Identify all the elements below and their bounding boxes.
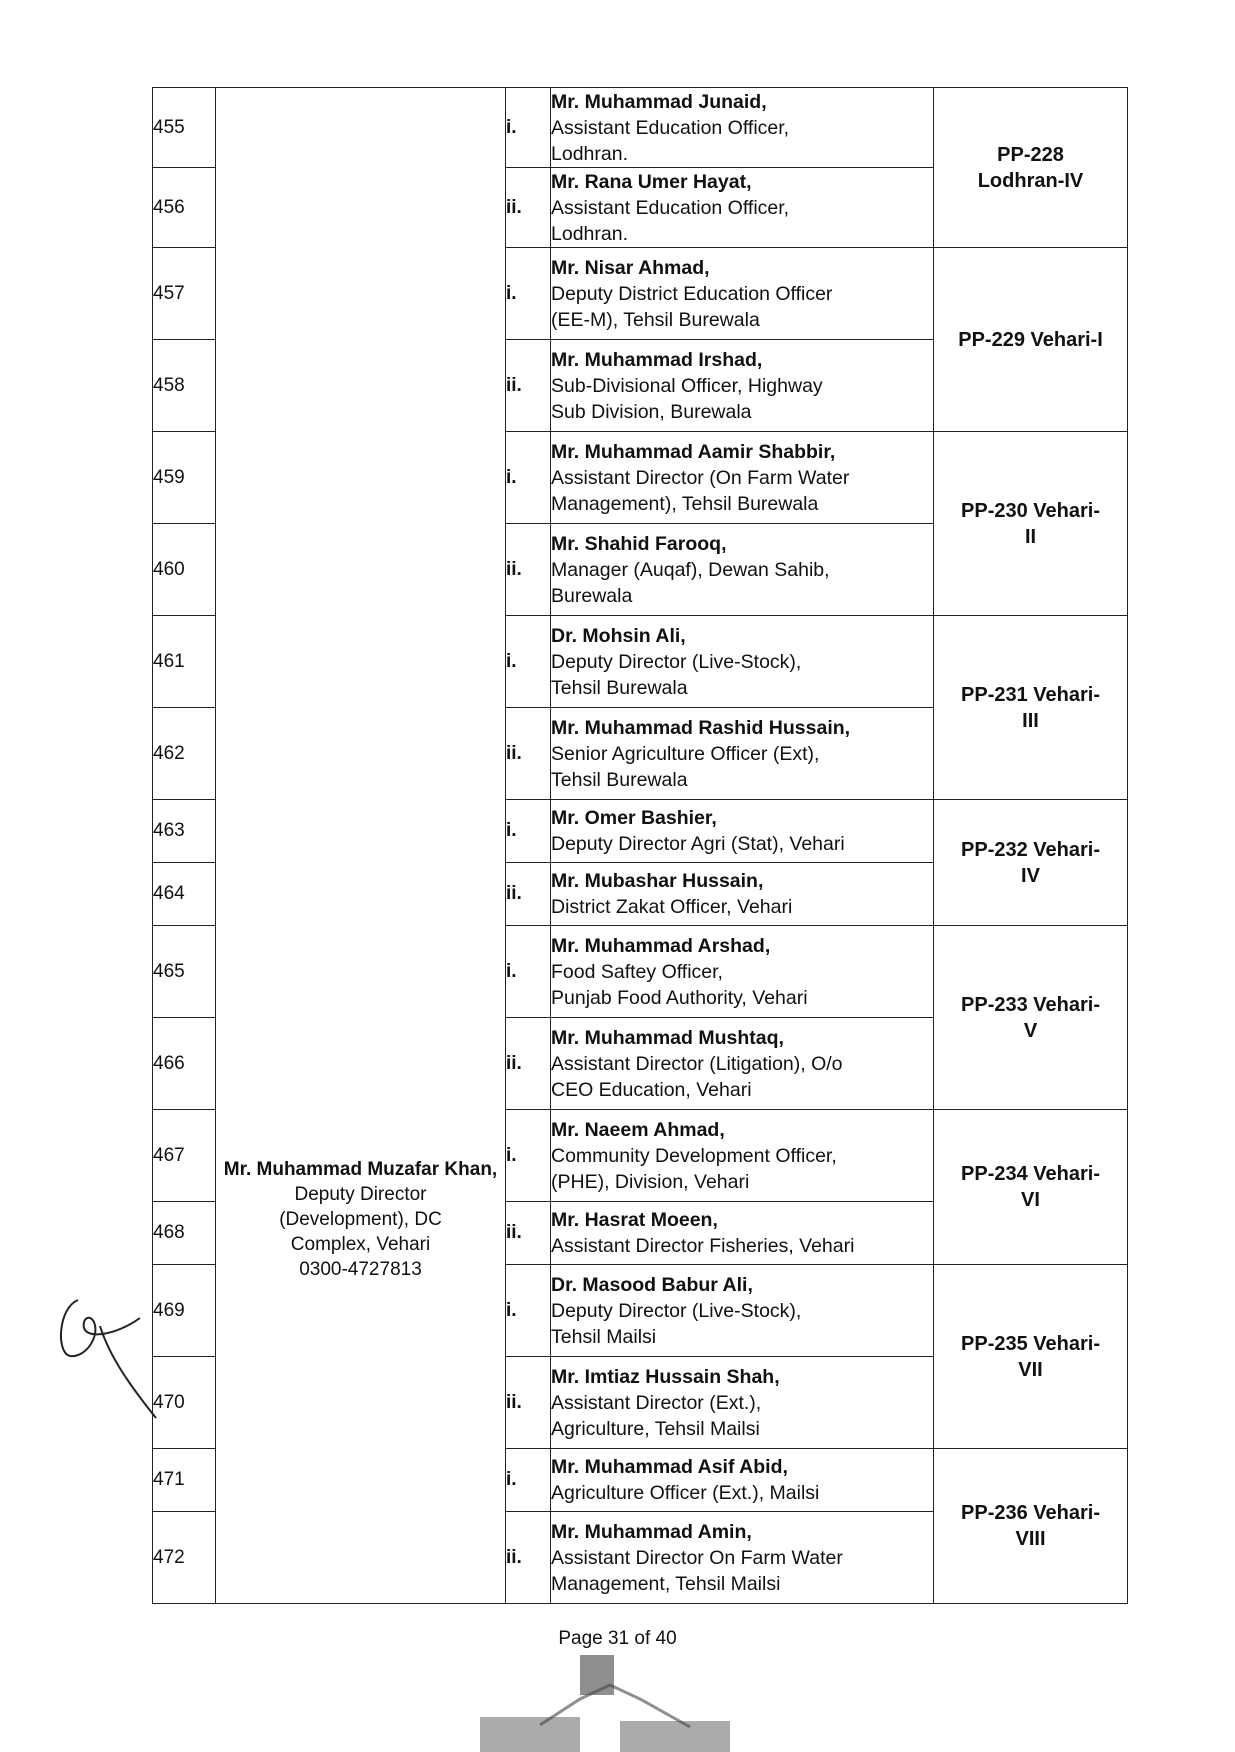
official-name: Mr. Muhammad Mushtaq,: [551, 1026, 784, 1049]
official-index-cell: i.: [506, 800, 551, 863]
official-cell: [551, 1357, 934, 1449]
official-designation-line: Assistant Director (On Farm Water: [551, 466, 850, 489]
official-index-cell: ii.: [506, 1018, 551, 1110]
official-cell: [551, 340, 934, 432]
official-designation-line: Lodhran.: [551, 222, 628, 245]
official-designation-line: District Zakat Officer, Vehari: [551, 896, 793, 918]
official-designation-line: Deputy Director Agri (Stat), Vehari: [551, 833, 845, 855]
official-name: Mr. Muhammad Arshad,: [551, 934, 771, 957]
constituency-cell: [934, 800, 1128, 926]
official-cell: [551, 800, 934, 863]
official-cell: [551, 1449, 934, 1512]
constituency-line: PP-236 Vehari-: [961, 1502, 1100, 1524]
official-designation-line: Deputy District Education Officer: [551, 282, 833, 305]
official-designation-line: Tehsil Mailsi: [551, 1325, 657, 1348]
constituency-line: IV: [1021, 864, 1040, 887]
constituency-line: PP-233 Vehari-: [961, 993, 1100, 1016]
official-designation-line: Community Development Officer,: [551, 1144, 837, 1167]
handwritten-signature-icon: [48, 1278, 158, 1428]
official-name: Mr. Muhammad Aamir Shabbir,: [551, 440, 836, 463]
serial-number-cell: 465: [153, 926, 216, 1018]
official-name: Mr. Muhammad Asif Abid,: [551, 1456, 788, 1478]
serial-number-cell: 458: [153, 340, 216, 432]
official-designation-line: Food Saftey Officer,: [551, 960, 723, 983]
official-designation-line: Assistant Director On Farm Water: [551, 1546, 843, 1569]
official-designation-line: Punjab Food Authority, Vehari: [551, 986, 808, 1009]
official-designation-line: Tehsil Burewala: [551, 768, 688, 791]
constituency-line: II: [1024, 525, 1037, 548]
supervisor-phone: 0300-4727813: [299, 1259, 422, 1280]
official-cell: [551, 708, 934, 800]
official-designation-line: (EE-M), Tehsil Burewala: [551, 308, 760, 331]
official-designation-line: Senior Agriculture Officer (Ext),: [551, 742, 820, 765]
constituency-cell: [934, 88, 1128, 248]
constituency-line: VIII: [1015, 1528, 1046, 1550]
official-index-cell: i.: [506, 432, 551, 524]
page-number: Page 31 of 40: [558, 1628, 677, 1649]
serial-number-cell: 460: [153, 524, 216, 616]
serial-number-cell: 464: [153, 863, 216, 926]
official-name: Dr. Mohsin Ali,: [551, 624, 686, 647]
official-designation-line: CEO Education, Vehari: [551, 1078, 752, 1101]
constituency-cell: [934, 1449, 1128, 1604]
official-name: Mr. Muhammad Junaid,: [551, 90, 767, 113]
serial-number-cell: 461: [153, 616, 216, 708]
official-designation-line: Tehsil Burewala: [551, 676, 688, 699]
official-cell: [551, 1265, 934, 1357]
constituency-line: PP-230 Vehari-: [961, 499, 1100, 522]
duty-table: [152, 87, 1128, 1604]
constituency-line: III: [1022, 709, 1039, 732]
official-index-cell: ii.: [506, 708, 551, 800]
official-cell: [551, 524, 934, 616]
serial-number-cell: 472: [153, 1512, 216, 1604]
serial-number-cell: 470: [153, 1357, 216, 1449]
official-cell: [551, 863, 934, 926]
official-name: Dr. Masood Babur Ali,: [551, 1273, 753, 1296]
official-name: Mr. Nisar Ahmad,: [551, 256, 710, 279]
constituency-line: VII: [1018, 1358, 1043, 1381]
official-name: Mr. Rana Umer Hayat,: [551, 170, 752, 193]
official-designation-line: Assistant Director (Litigation), O/o: [551, 1052, 843, 1075]
official-index-cell: i.: [506, 1265, 551, 1357]
constituency-cell: [934, 1110, 1128, 1265]
serial-number-cell: 456: [153, 168, 216, 248]
serial-number-cell: 459: [153, 432, 216, 524]
official-index-cell: ii.: [506, 863, 551, 926]
constituency-cell: [934, 248, 1128, 432]
constituency-line: PP-234 Vehari-: [961, 1163, 1100, 1185]
constituency-line: PP-231 Vehari-: [961, 683, 1100, 706]
official-designation-line: Agriculture Officer (Ext.), Mailsi: [551, 1482, 820, 1504]
official-designation-line: Assistant Education Officer,: [551, 116, 790, 139]
constituency-line: V: [1023, 1019, 1038, 1042]
official-index-cell: ii.: [506, 340, 551, 432]
official-name: Mr. Muhammad Amin,: [551, 1520, 752, 1543]
official-index-cell: ii.: [506, 1357, 551, 1449]
official-designation-line: Management), Tehsil Burewala: [551, 492, 819, 515]
serial-number-cell: 469: [153, 1265, 216, 1357]
official-designation-line: Sub-Divisional Officer, Highway: [551, 374, 823, 397]
official-name: Mr. Hasrat Moeen,: [551, 1209, 718, 1231]
official-name: Mr. Naeem Ahmad,: [551, 1118, 725, 1141]
official-designation-line: Deputy Director (Live-Stock),: [551, 1299, 802, 1322]
official-cell: [551, 1018, 934, 1110]
supervisor-name: Mr. Muhammad Muzafar Khan,: [223, 1159, 498, 1180]
official-name: Mr. Shahid Farooq,: [551, 532, 727, 555]
stamp-smudge-icon: [470, 1655, 770, 1752]
constituency-line: VI: [1021, 1189, 1040, 1211]
official-designation-line: Management, Tehsil Mailsi: [551, 1572, 781, 1595]
official-index-cell: ii.: [506, 1512, 551, 1604]
official-index-cell: i.: [506, 88, 551, 168]
official-cell: [551, 168, 934, 248]
constituency-line: PP-229 Vehari-I: [958, 328, 1103, 351]
supervisor-block: [216, 1157, 505, 1282]
official-designation-line: Agriculture, Tehsil Mailsi: [551, 1417, 760, 1440]
constituency-line: PP-228: [997, 143, 1064, 166]
official-designation-line: Assistant Education Officer,: [551, 196, 790, 219]
constituency-cell: [934, 616, 1128, 800]
serial-number-cell: 468: [153, 1202, 216, 1265]
constituency-cell: [934, 1265, 1128, 1449]
supervisor-designation: Deputy Director (Development), DC Complex, Vehari: [279, 1184, 442, 1255]
serial-number-cell: 455: [153, 88, 216, 168]
constituency-line: Lodhran-IV: [977, 169, 1084, 192]
official-cell: [551, 1512, 934, 1604]
serial-number-cell: 462: [153, 708, 216, 800]
official-designation-line: Lodhran.: [551, 142, 628, 165]
supervisor-cell: [216, 88, 506, 1604]
official-cell: [551, 88, 934, 168]
official-cell: [551, 1110, 934, 1202]
official-index-cell: ii.: [506, 168, 551, 248]
serial-number-cell: 466: [153, 1018, 216, 1110]
serial-number-cell: 463: [153, 800, 216, 863]
official-cell: [551, 926, 934, 1018]
official-cell: [551, 248, 934, 340]
official-name: Mr. Muhammad Irshad,: [551, 348, 763, 371]
official-index-cell: i.: [506, 1449, 551, 1512]
serial-number-cell: 471: [153, 1449, 216, 1512]
official-name: Mr. Omer Bashier,: [551, 807, 717, 829]
serial-number-cell: 467: [153, 1110, 216, 1202]
official-index-cell: i.: [506, 1110, 551, 1202]
official-designation-line: Sub Division, Burewala: [551, 400, 752, 423]
official-cell: [551, 1202, 934, 1265]
official-index-cell: i.: [506, 926, 551, 1018]
official-designation-line: Assistant Director (Ext.),: [551, 1391, 762, 1414]
official-designation-line: Manager (Auqaf), Dewan Sahib,: [551, 558, 830, 581]
official-designation-line: (PHE), Division, Vehari: [551, 1170, 750, 1193]
official-cell: [551, 616, 934, 708]
official-index-cell: i.: [506, 616, 551, 708]
official-designation-line: Burewala: [551, 584, 633, 607]
official-designation-line: Deputy Director (Live-Stock),: [551, 650, 802, 673]
constituency-line: PP-232 Vehari-: [961, 838, 1100, 861]
official-index-cell: ii.: [506, 524, 551, 616]
constituency-line: PP-235 Vehari-: [961, 1332, 1100, 1355]
duty-table-body: [153, 88, 1128, 1604]
official-index-cell: i.: [506, 248, 551, 340]
official-name: Mr. Mubashar Hussain,: [551, 870, 764, 892]
official-index-cell: ii.: [506, 1202, 551, 1265]
official-name: Mr. Imtiaz Hussain Shah,: [551, 1365, 780, 1388]
table-row: [153, 88, 1128, 168]
serial-number-cell: 457: [153, 248, 216, 340]
official-designation-line: Assistant Director Fisheries, Vehari: [551, 1235, 855, 1257]
official-name: Mr. Muhammad Rashid Hussain,: [551, 716, 851, 739]
constituency-cell: [934, 926, 1128, 1110]
constituency-cell: [934, 432, 1128, 616]
official-cell: [551, 432, 934, 524]
